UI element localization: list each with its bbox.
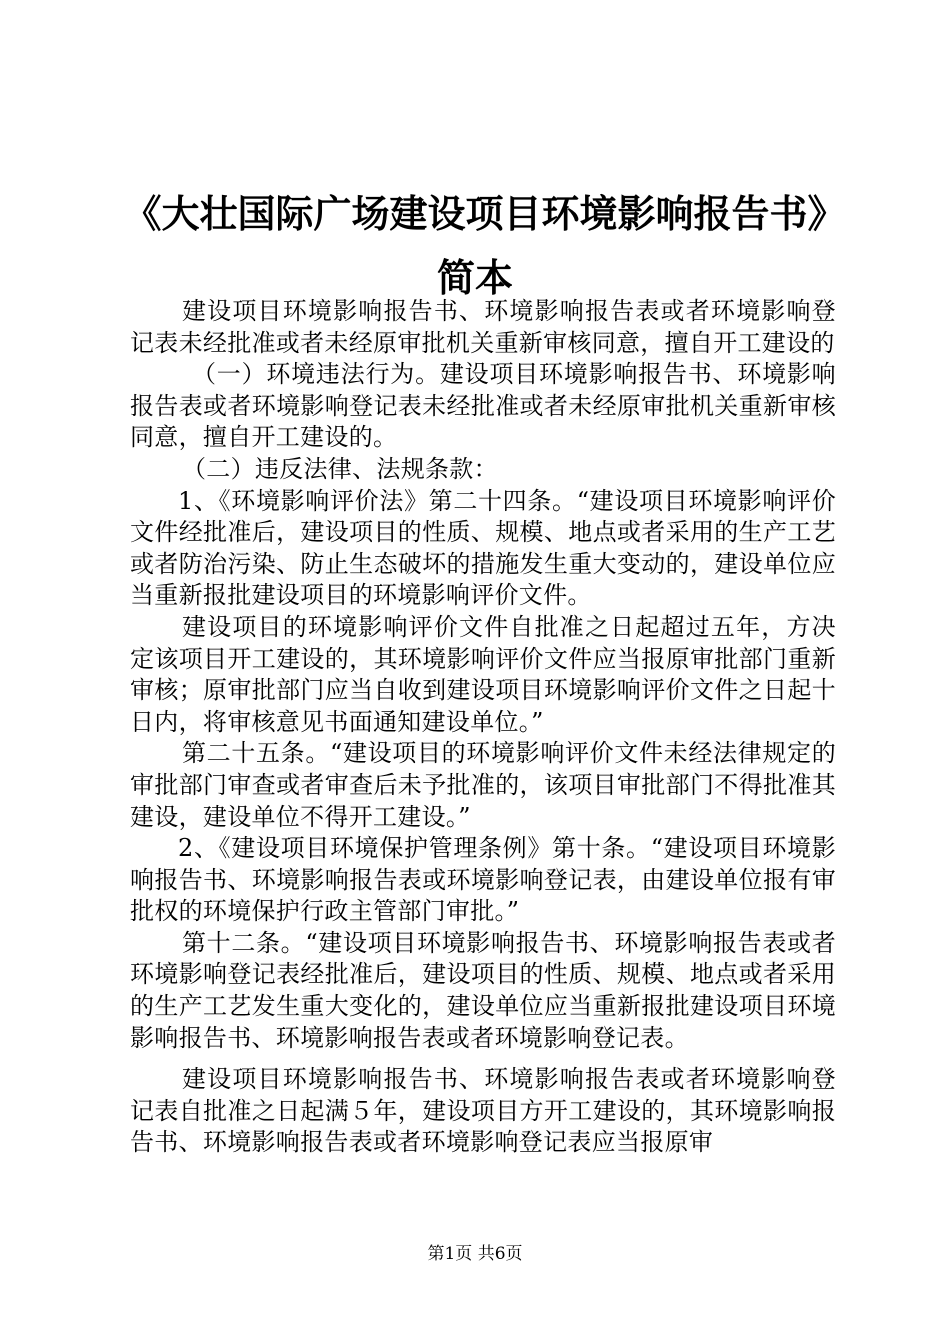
paragraph-9: 建设项目环境影响报告书、环境影响报告表或者环境影响登记表自批准之日起满５年，建设项目方开工建设的，其环境影响报告书、环境影响报告表或者环境影响登记表应当报原审 — [130, 1065, 836, 1157]
document-title: 《大壮国际广场建设项目环境影响报告书》简本 — [123, 191, 827, 300]
paragraph-1: 建设项目环境影响报告书、环境影响报告表或者环境影响登记表未经批准或者未经原审批机关重新审核同意，擅自开工建设的 — [130, 297, 836, 357]
paragraph-5: 建设项目的环境影响评价文件自批准之日起超过五年，方决定该项目开工建设的，其环境影响评价文件应当报原审批部门重新审核；原审批部门应当自收到建设项目环境影响评价文件之日起十日内，将审核意见书面通知建设单位。” — [130, 612, 836, 736]
page-footer: 第1页 共6页 — [427, 1244, 523, 1264]
paragraph-4: 1、《环境影响评价法》第二十四条。“建设项目环境影响评价文件经批准后，建设项目的性质、规模、地点或者采用的生产工艺或者防治污染、防止生态破坏的措施发生重大变动的，建设单位应当重新报批建设项目的环境影响评价文件。 — [130, 486, 836, 610]
paragraph-8: 第十二条。“建设项目环境影响报告书、环境影响报告表或者环境影响登记表经批准后，建设项目的性质、规模、地点或者采用的生产工艺发生重大变化的，建设单位应当重新报批建设项目环境影响报告书、环境影响报告表或者环境影响登记表。 — [130, 928, 836, 1052]
document-body — [130, 296, 836, 1159]
paragraph-3: （二）违反法律、法规条款： — [182, 454, 498, 483]
paragraph-2: （一）环境违法行为。建设项目环境影响报告书、环境影响报告表或者环境影响登记表未经批准或者未经原审批机关重新审核同意，擅自开工建设的。 — [130, 360, 836, 452]
paragraph-6: 第二十五条。“建设项目的环境影响评价文件未经法律规定的审批部门审查或者审查后未予批准的，该项目审批部门不得批准其建设，建设单位不得开工建设。” — [130, 739, 836, 831]
paragraph-7: 2、《建设项目环境保护管理条例》第十条。“建设项目环境影响报告书、环境影响报告表或环境影响登记表，由建设单位报有审批权的环境保护行政主管部门审批。” — [130, 834, 836, 926]
